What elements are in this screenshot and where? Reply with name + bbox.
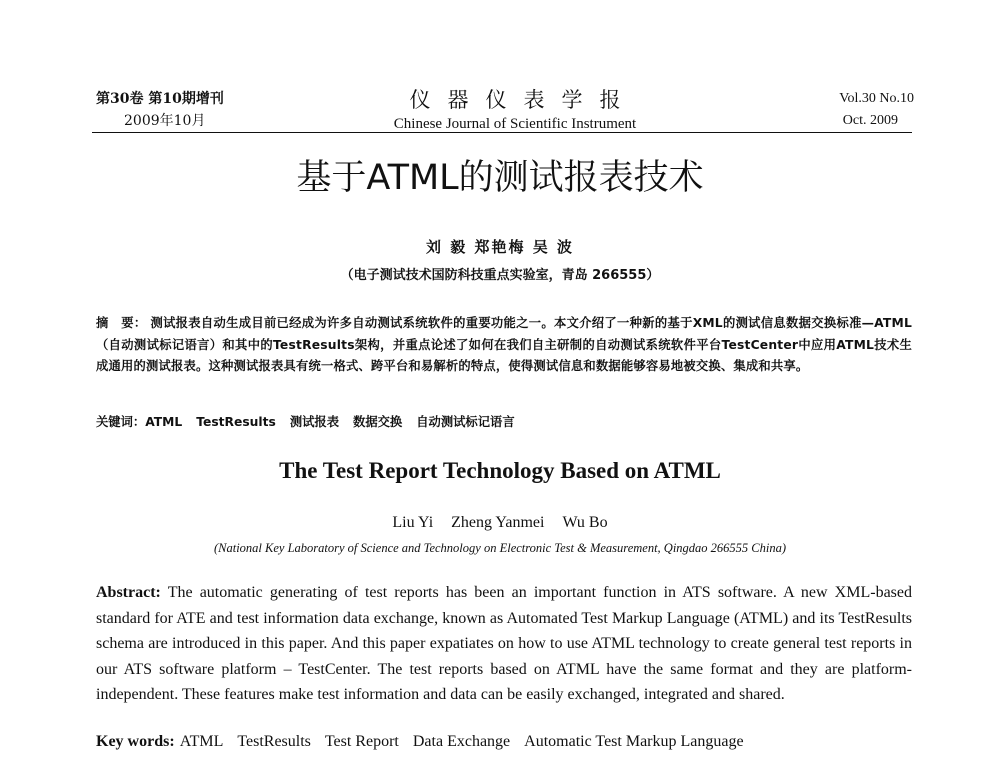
keyword-en: Automatic Test Markup Language xyxy=(524,733,744,750)
header-divider xyxy=(92,132,912,133)
keyword-cn: 自动测试标记语言 xyxy=(416,415,515,429)
keyword-cn: 测试报表 xyxy=(289,415,340,429)
keyword-en: Data Exchange xyxy=(412,733,511,750)
author-name: Wu Bo xyxy=(562,514,608,531)
authors-cn: 刘 毅 郑艳梅 吴 波 xyxy=(426,238,574,256)
affiliation-cn: （电子测试技术国防科技重点实验室，青岛 266555） xyxy=(340,268,660,283)
keywords-cn xyxy=(96,412,912,432)
author-name: Liu Yi xyxy=(392,514,434,531)
authors-en xyxy=(0,514,1000,532)
date-cn: 2009年10月 xyxy=(124,113,206,129)
journal-name-cn: 仪器仪表学报 xyxy=(409,88,638,112)
date-en: Oct. 2009 xyxy=(842,113,898,128)
keyword-cn: 数据交换 xyxy=(353,415,403,429)
volume-issue-en: Vol.30 No.10 xyxy=(839,91,914,106)
keywords-en xyxy=(96,731,912,753)
keyword-en: Test Report xyxy=(324,733,399,750)
keyword-cn: TestResults xyxy=(196,415,276,429)
journal-name xyxy=(350,88,680,134)
keyword-en: ATML xyxy=(179,733,224,750)
abstract-en xyxy=(96,580,912,708)
abstract-cn xyxy=(96,313,912,378)
keyword-en: TestResults xyxy=(237,733,311,750)
keywords-label-en: Key words: xyxy=(96,733,175,750)
paper-title-cn: 基于ATML的测试报表技术 xyxy=(296,158,704,198)
affiliation-en: (National Key Laboratory of Science and Technology on Electronic Test & Measurement, Qingdao 266555 China) xyxy=(213,541,787,555)
paper-title-en: The Test Report Technology Based on ATML xyxy=(279,458,721,483)
abstract-text-cn: 测试报表自动生成目前已经成为许多自动测试系统软件的重要功能之一。本文介绍了一种新的基于XML的测试信息数据交换标准—ATML（自动测试标记语言）和其中的TestResults架构，并重点论述了如何在我们自主研制的自动测试系统软件平台TestCenter中应用ATML技术生成通用的测试报表。这种测试报表具有统一格式、跨平台和易解析的特点，使得测试信息和数据能够容易地被交换、集成和共享。 xyxy=(96,316,912,373)
author-name: Zheng Yanmei xyxy=(451,514,545,531)
keyword-cn: ATML xyxy=(145,415,183,429)
journal-volume-en xyxy=(764,88,914,132)
journal-volume-cn xyxy=(96,88,266,132)
abstract-label-cn: 摘 要： xyxy=(96,316,147,330)
journal-name-en: Chinese Journal of Scientific Instrument xyxy=(393,116,637,132)
volume-issue-cn: 第30卷 第10期增刊 xyxy=(96,91,224,107)
keywords-label-cn: 关键词： xyxy=(96,415,146,429)
abstract-label-en: Abstract: xyxy=(96,584,161,601)
abstract-text-en: The automatic generating of test reports has been an important function in ATS software. A new XML-based standard for ATE and test information data exchange, known as Automated Test Markup Language (ATML) and its TestResults schema are introduced in this paper. And this paper expatiates on how to use ATML technology to create general test reports in our ATS software platform – TestCenter. The test reports based on ATML have the same format and they are platform-independent. These features make test information and data can be easily exchanged, integrated and shared. xyxy=(96,584,912,703)
